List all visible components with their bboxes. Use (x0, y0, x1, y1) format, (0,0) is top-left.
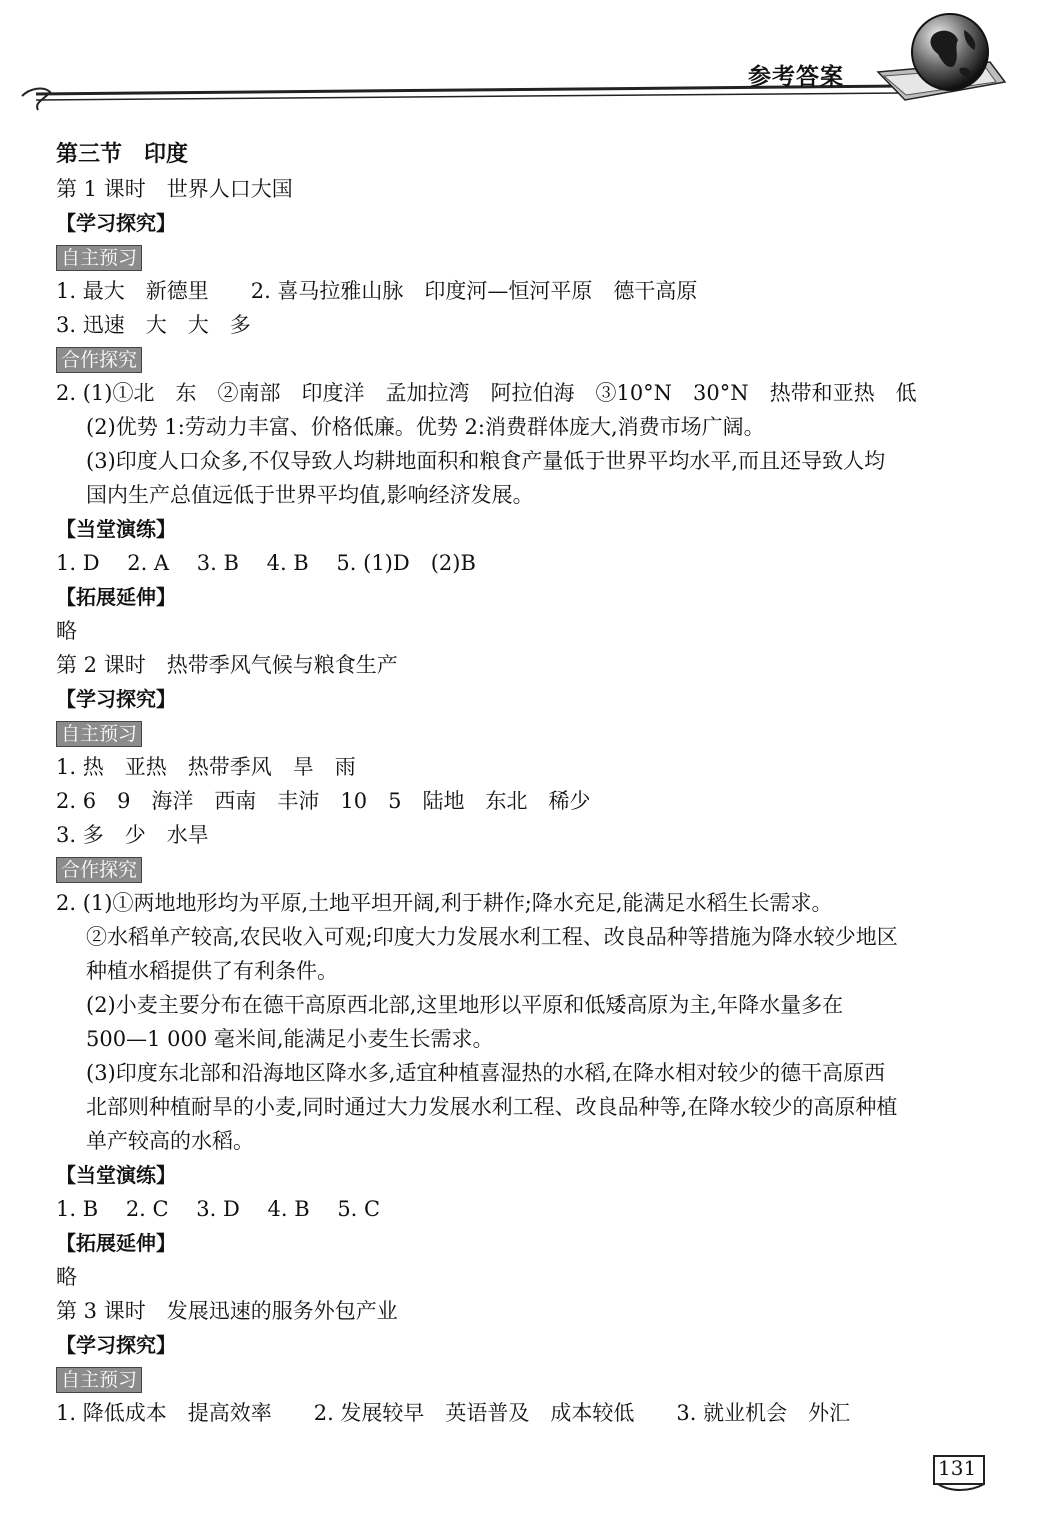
answer-line: (2)优势 1:劳动力丰富、价格低廉。优势 2:消费群体庞大,消费市场广阔。 (86, 415, 765, 439)
subsection-tag-label: 自主预习 (56, 1367, 142, 1393)
section-heading: 【拓展延伸】 (56, 1231, 176, 1255)
subsection-tag (56, 716, 142, 750)
section-title: 第三节 印度 (56, 142, 189, 167)
answer-line: 北部则种植耐旱的小麦,同时通过大力发展水利工程、改良品种等,在降水较少的高原种植 (86, 1095, 898, 1119)
answer-line: 1. D 2. A 3. B 4. B 5. (1)D (2)B (56, 551, 476, 575)
section-heading: 【学习探究】 (56, 1333, 176, 1357)
header-title: 参考答案 (748, 64, 844, 90)
subsection-tag (56, 342, 142, 376)
answer-line: 2. (1)①北 东 ②南部 印度洋 孟加拉湾 阿拉伯海 ③10°N 30°N 热带和亚热 低 (56, 381, 917, 405)
answer-line: 1. B 2. C 3. D 4. B 5. C (56, 1197, 381, 1221)
answer-line: 3. 迅速 大 大 多 (56, 313, 251, 337)
answer-line: 略 (56, 619, 77, 643)
answer-line: 单产较高的水稻。 (86, 1129, 254, 1153)
header-rule-decoration (0, 0, 1058, 120)
lesson-title: 第 3 课时 发展迅速的服务外包产业 (56, 1299, 398, 1323)
subsection-tag-label: 自主预习 (56, 721, 142, 747)
section-heading: 【学习探究】 (56, 687, 176, 711)
answer-line: 种植水稻提供了有利条件。 (86, 959, 338, 983)
answer-line: 1. 热 亚热 热带季风 旱 雨 (56, 755, 356, 779)
subsection-tag (56, 1362, 142, 1396)
answer-line: (3)印度人口众多,不仅导致人均耕地面积和粮食产量低于世界平均水平,而且还导致人均 (86, 449, 886, 473)
answer-line: (2)小麦主要分布在德干高原西北部,这里地形以平原和低矮高原为主,年降水量多在 (86, 993, 844, 1017)
lesson-title: 第 1 课时 世界人口大国 (56, 177, 293, 201)
answer-line: (3)印度东北部和沿海地区降水多,适宜种植喜湿热的水稻,在降水相对较少的德干高原西 (86, 1061, 886, 1085)
subsection-tag (56, 240, 142, 274)
section-heading: 【学习探究】 (56, 211, 176, 235)
globe-icon (908, 10, 992, 94)
answer-line: 略 (56, 1265, 77, 1289)
lesson-title: 第 2 课时 热带季风气候与粮食生产 (56, 653, 398, 677)
subsection-tag-label: 自主预习 (56, 245, 142, 271)
answer-line: 500—1 000 毫米间,能满足小麦生长需求。 (86, 1027, 494, 1051)
answer-line: 2. (1)①两地地形均为平原,土地平坦开阔,利于耕作;降水充足,能满足水稻生长需求。 (56, 891, 833, 915)
subsection-tag (56, 852, 142, 886)
section-heading: 【当堂演练】 (56, 517, 176, 541)
answer-line: 3. 多 少 水旱 (56, 823, 209, 847)
answer-line: ②水稻单产较高,农民收入可观;印度大力发展水利工程、改良品种等措施为降水较少地区 (86, 925, 898, 949)
page-number: 131 (938, 1456, 977, 1480)
subsection-tag-label: 合作探究 (56, 857, 142, 883)
section-heading: 【拓展延伸】 (56, 585, 176, 609)
answer-line: 2. 6 9 海洋 西南 丰沛 10 5 陆地 东北 稀少 (56, 789, 591, 813)
answer-line: 1. 最大 新德里 2. 喜马拉雅山脉 印度河—恒河平原 德干高原 (56, 279, 698, 303)
answer-line: 国内生产总值远低于世界平均值,影响经济发展。 (86, 483, 534, 507)
answer-line: 1. 降低成本 提高效率 2. 发展较早 英语普及 成本较低 3. 就业机会 外汇 (56, 1401, 851, 1425)
section-heading: 【当堂演练】 (56, 1163, 176, 1187)
page-header (0, 0, 1058, 120)
subsection-tag-label: 合作探究 (56, 347, 142, 373)
